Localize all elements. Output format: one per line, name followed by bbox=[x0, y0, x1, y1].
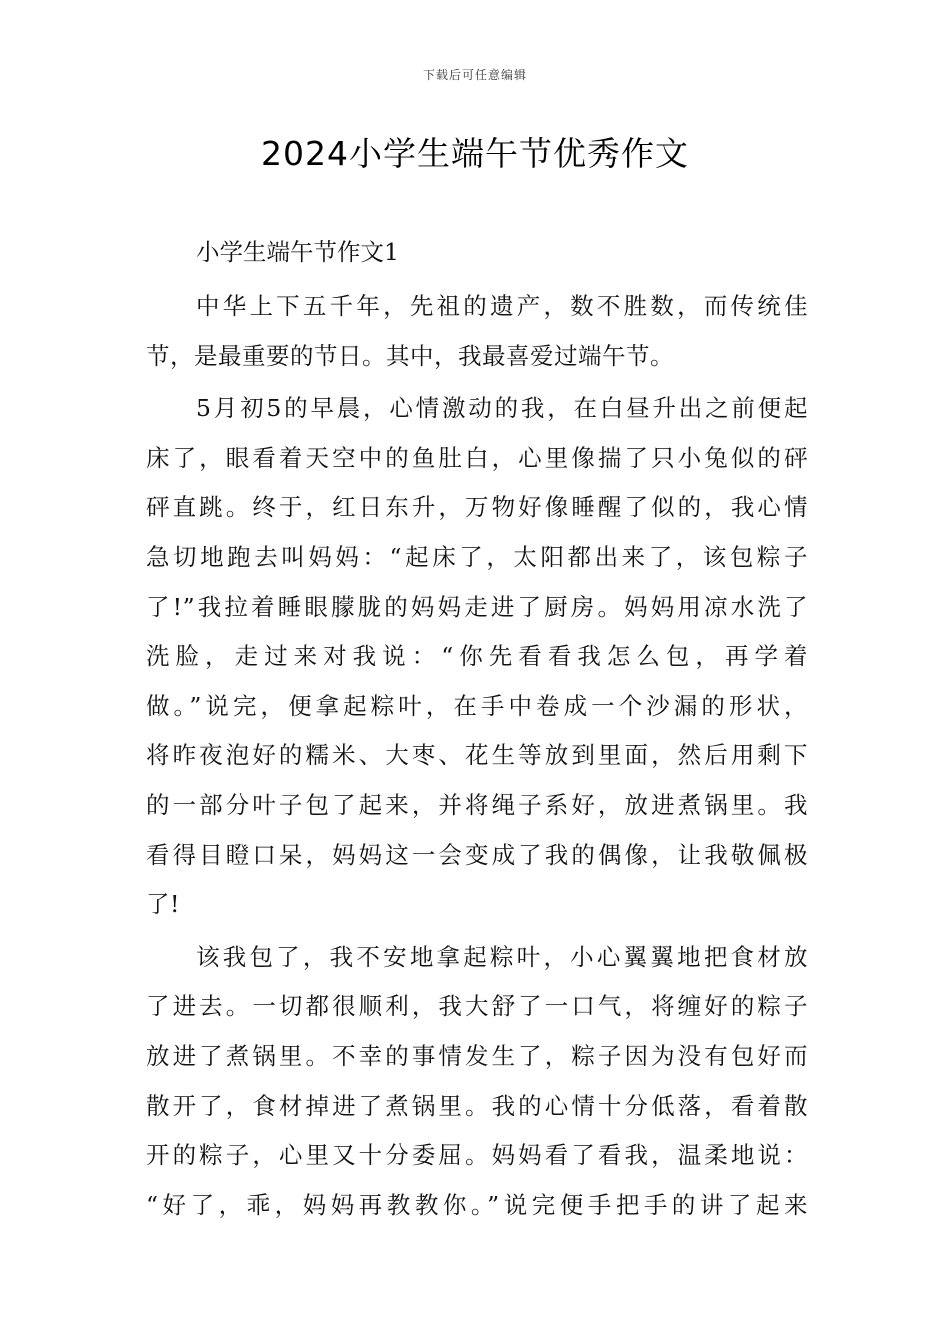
paragraph-2 bbox=[146, 384, 808, 930]
paragraph-line: 了!”我拉着睡眼朦胧的妈妈走进了厨房。妈妈用凉水洗了 bbox=[146, 592, 808, 621]
paragraph-line: “好了，乖，妈妈再教教你。”说完便手把手的讲了起来 bbox=[146, 1190, 808, 1219]
paragraph-line: 5月初5的早晨，心情激动的我，在白昼升出之前便起 bbox=[196, 394, 808, 423]
essay-subheading: 小学生端午节作文1 bbox=[196, 238, 399, 266]
paragraph-line: 了进去。一切都很顺利，我大舒了一口气，将缠好的粽子 bbox=[146, 992, 808, 1021]
paragraph-line: 床了，眼看着天空中的鱼肚白，心里像揣了只小兔似的砰 bbox=[146, 443, 808, 472]
paragraph-line: 洗脸，走过来对我说：“你先看看我怎么包，再学着 bbox=[146, 642, 808, 671]
paragraph-line: 放进了煮锅里。不幸的事情发生了，粽子因为没有包好而 bbox=[146, 1041, 808, 1070]
paragraph-line: 看得目瞪口呆，妈妈这一会变成了我的偶像，让我敬佩极 bbox=[146, 840, 808, 869]
document-body bbox=[146, 226, 808, 1230]
paragraph-line: 开的粽子，心里又十分委屈。妈妈看了看我，温柔地说： bbox=[146, 1141, 808, 1170]
paragraph-line: 的一部分叶子包了起来，并将绳子系好，放进煮锅里。我 bbox=[146, 790, 808, 819]
paragraph-line: 砰直跳。终于，红日东升，万物好像睡醒了似的，我心情 bbox=[146, 493, 808, 522]
paragraph-line: 中华上下五千年，先祖的遗产，数不胜数，而传统佳 bbox=[196, 292, 808, 320]
paragraph-line: 做。”说完，便拿起粽叶，在手中卷成一个沙漏的形状， bbox=[146, 691, 808, 720]
paragraph-line: 散开了，食材掉进了煮锅里。我的心情十分低落，看着散 bbox=[146, 1091, 808, 1120]
paragraph-1 bbox=[146, 282, 808, 381]
paragraph-3 bbox=[146, 933, 808, 1231]
document-title: 2024小学生端午节优秀作文 bbox=[261, 134, 689, 173]
paragraph-line: 急切地跑去叫妈妈：“起床了，太阳都出来了，该包粽子 bbox=[146, 542, 808, 571]
paragraph-line: 了! bbox=[146, 890, 180, 919]
paragraph-line: 节，是最重要的节日。其中，我最喜爱过端午节。 bbox=[146, 341, 674, 370]
paragraph-line: 将昨夜泡好的糯米、大枣、花生等放到里面，然后用剩下 bbox=[146, 741, 808, 770]
paragraph-line: 该我包了，我不安地拿起粽叶，小心翼翼地把食材放 bbox=[196, 942, 808, 971]
header-note: 下载后可任意编辑 bbox=[422, 68, 527, 82]
